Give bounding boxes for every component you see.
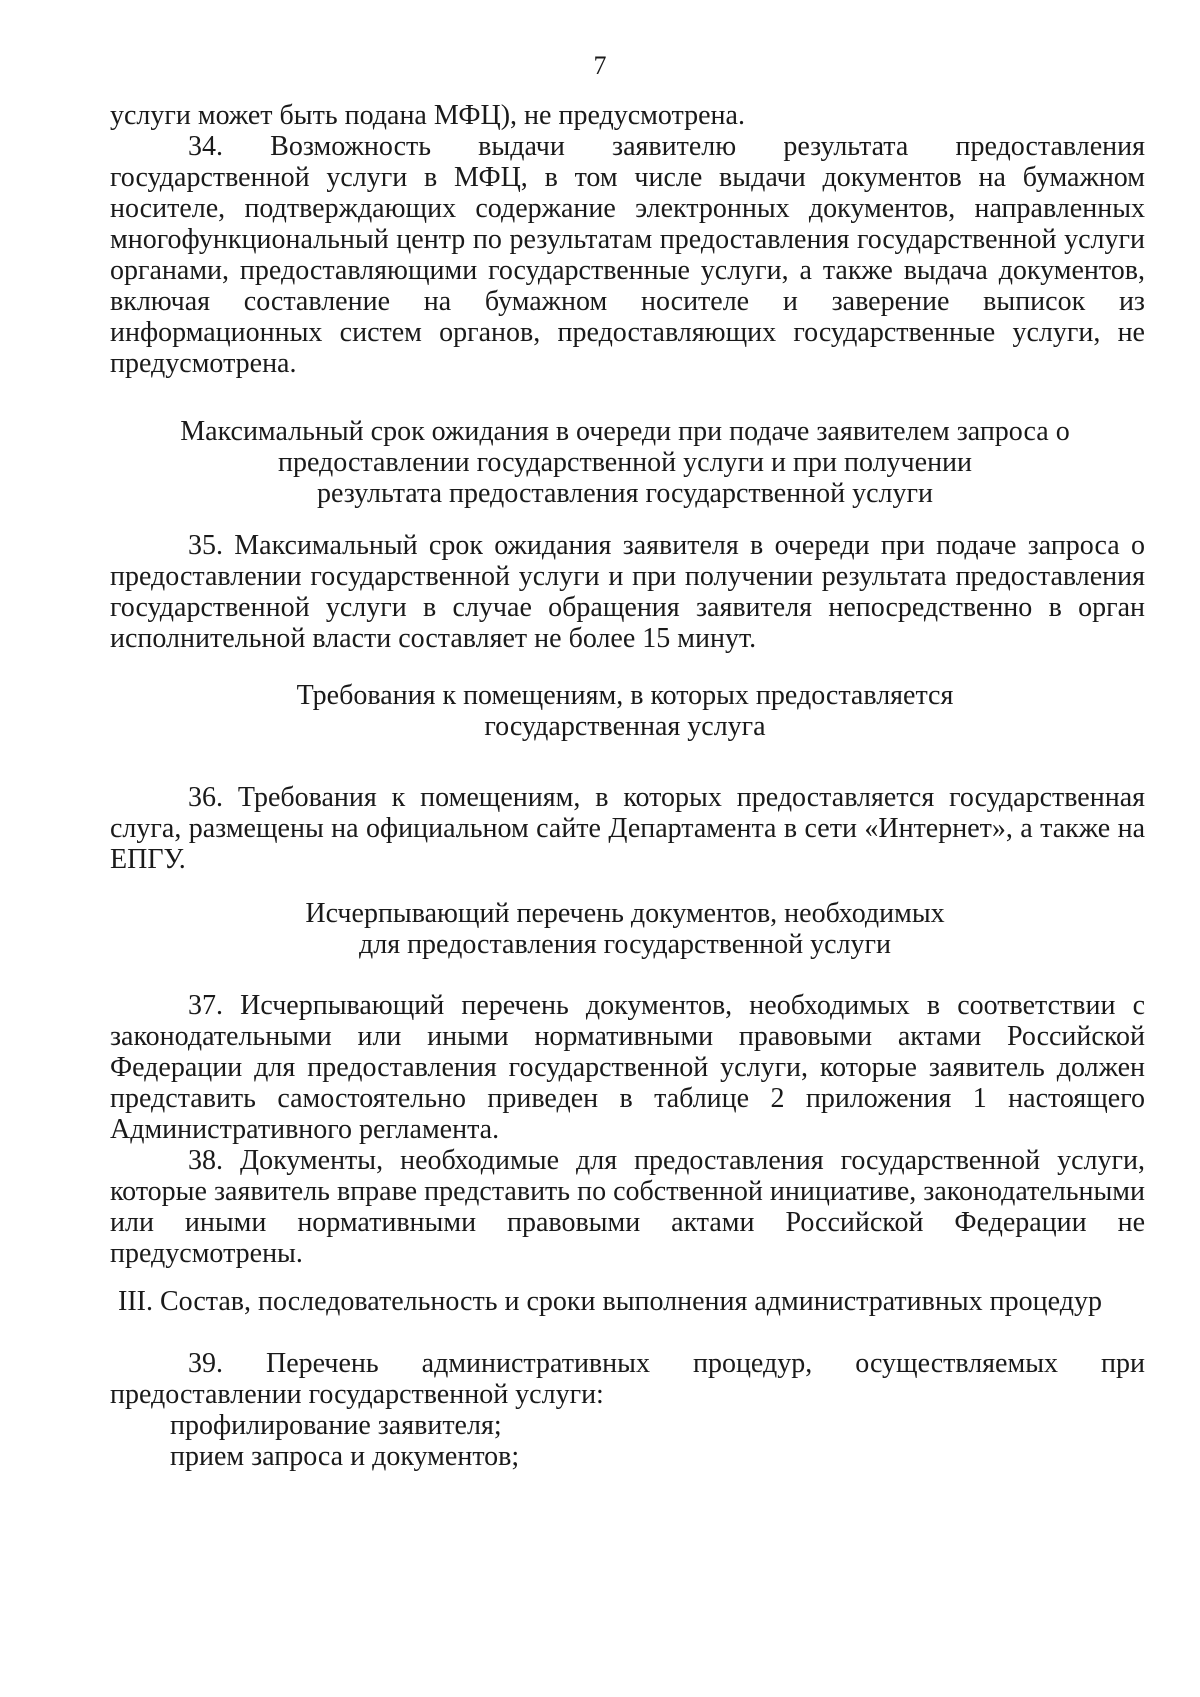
paragraph-35: 35. Максимальный срок ожидания заявителя в очереди при подаче запроса о предоставлении государственной услуги и при получении результата предоставления государственной услуги в случае обращения заявителя непосредственно в орган исполнительной власти составляет не более 15 минут.	[110, 530, 1145, 654]
text-block-34	[110, 100, 1145, 379]
list-item: прием запроса и документов;	[170, 1441, 520, 1472]
paragraph-37: 37. Исчерпывающий перечень документов, необходимых в соответствии с законодательными или иными нормативными правовыми актами Российской Федерации для предоставления государственной услуги, которые заявитель должен представить самостоятельно приведен в таблице 2 приложения 1 настоящего Административного регламента.	[110, 990, 1145, 1145]
heading-queue-line: Максимальный срок ожидания в очереди при подаче заявителем запроса о	[180, 416, 1070, 447]
section-heading	[90, 1286, 1130, 1317]
heading-premises-line: государственная услуга	[484, 711, 766, 742]
heading-documents-line: для предоставления государственной услуги	[358, 929, 892, 960]
heading-documents-line: Исчерпывающий перечень документов, необходимых	[305, 898, 945, 929]
heading-queue-line: предоставлении государственной услуги и при получении	[277, 447, 973, 478]
text-block-35	[110, 530, 1145, 654]
paragraph-34: 34. Возможность выдачи заявителю результата предоставления государственной услуги в МФЦ, в том числе выдачи документов на бумажном носителе, подтверждающих содержание электронных документов, направленных многофункциональный центр по результатам предоставления государственной услуги органами, предоставляющими государственные услуги, а также выдача документов, включая составление на бумажном носителе и заверение выписок из информационных систем органов, предоставляющих государственные услуги, не предусмотрена.	[110, 131, 1145, 379]
paragraph-intro: услуги может быть подана МФЦ), не предусмотрена.	[110, 100, 745, 131]
heading-premises-line: Требования к помещениям, в которых предоставляется	[296, 680, 954, 711]
section-heading-text: III. Состав, последовательность и сроки выполнения административных процедур	[118, 1286, 1102, 1317]
text-block-39	[110, 1348, 1145, 1472]
paragraph-39: 39. Перечень административных процедур, осуществляемых при предоставлении государственной услуги:	[110, 1348, 1145, 1410]
paragraph-36: 36. Требования к помещениям, в которых предоставляется государственная слуга, размещены на официальном сайте Департамента в сети «Интернет», а также на ЕПГУ.	[110, 782, 1145, 875]
text-block-37-38	[110, 990, 1145, 1269]
heading-documents	[130, 898, 1120, 960]
heading-queue-line: результата предоставления государственной услуги	[317, 478, 933, 509]
paragraph-38: 38. Документы, необходимые для предоставления государственной услуги, которые заявитель вправе представить по собственной инициативе, законодательными или иными нормативными правовыми актами Российской Федерации не предусмотрены.	[110, 1145, 1145, 1269]
heading-premises	[130, 680, 1120, 742]
page-number: 7	[593, 51, 607, 80]
list-item: профилирование заявителя;	[170, 1410, 502, 1441]
heading-queue	[130, 416, 1120, 509]
text-block-36	[110, 782, 1145, 875]
